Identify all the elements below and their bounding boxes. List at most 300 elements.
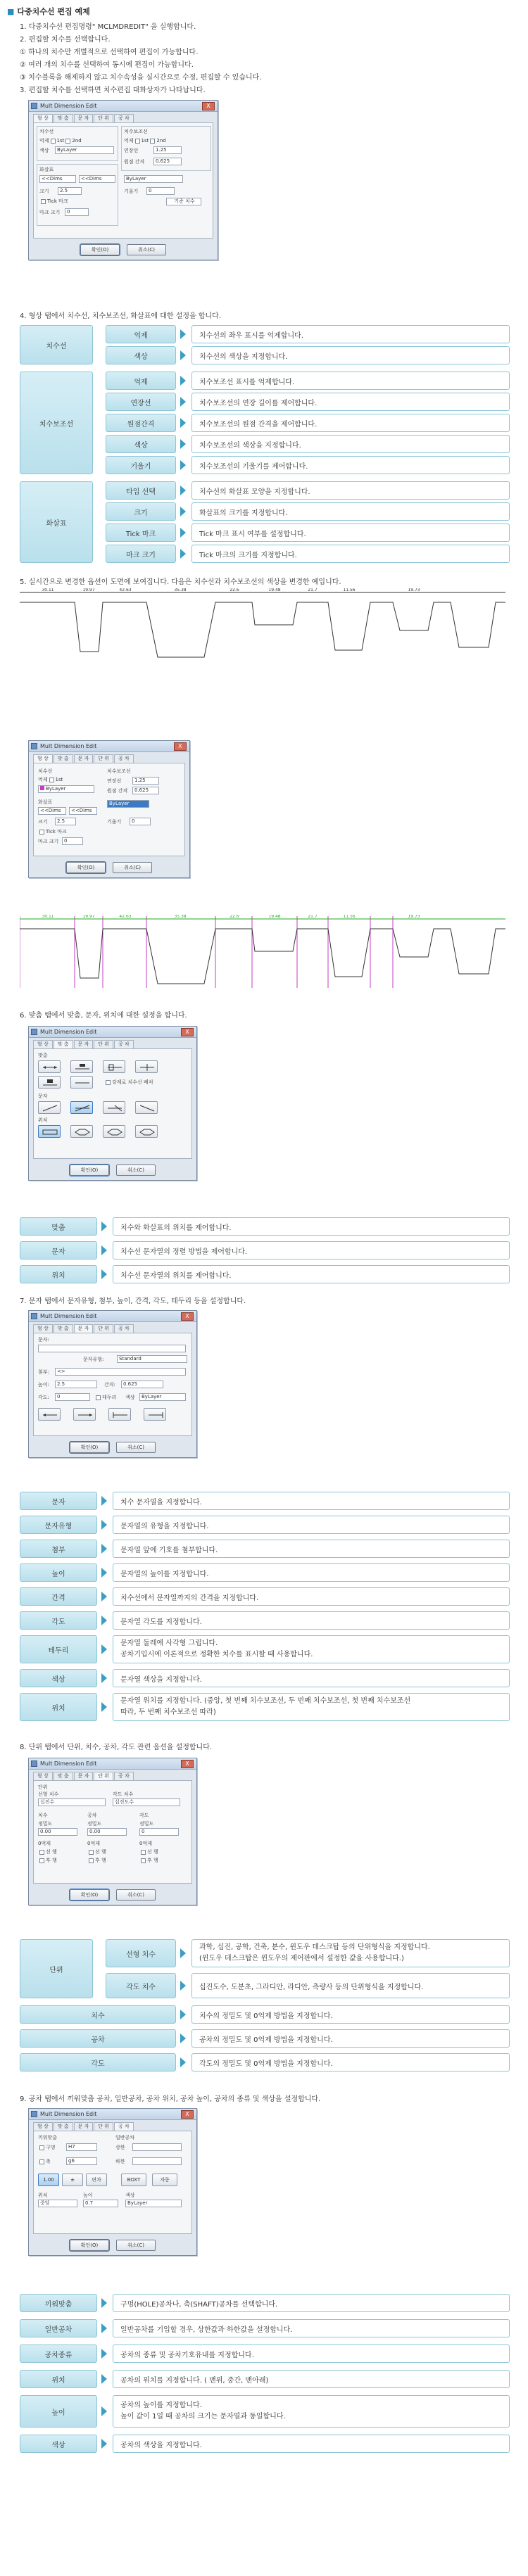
tab-shape[interactable]: 형 상 [33,1324,53,1333]
fit-option-2[interactable] [70,1060,93,1073]
tab-tolerance[interactable]: 공 차 [114,1324,134,1333]
angular-select[interactable]: 십진도수 [113,1798,180,1806]
tab-unit[interactable]: 단 위 [94,1040,113,1048]
arrow-icon [101,2298,107,2308]
tick-checkbox[interactable] [39,830,44,835]
sub-ext-offset: 원점간격 [106,414,176,432]
tab-tolerance[interactable]: 공 차 [114,2122,134,2131]
arrow-icon [180,2057,186,2067]
tick-row [39,198,68,205]
force-checkbox[interactable] [106,1080,111,1085]
close-button[interactable]: X [202,102,215,110]
arrow-label: 화살표 [38,799,53,805]
tab-unit[interactable]: 단 위 [94,1772,113,1780]
dialog-title-bar [29,1311,196,1322]
dimension-value-label: 22.6 [230,915,239,919]
hole-row [38,2144,56,2151]
ang-lead-row [139,1848,158,1855]
ok-button[interactable]: 확인(O) [70,1165,109,1176]
tol-type-3[interactable]: 편차 [86,2174,107,2186]
tol-type-2[interactable]: ± [62,2174,83,2186]
close-button[interactable]: X [174,742,187,751]
ang-lead-checkbox[interactable] [141,1850,146,1855]
desc-text-position [113,1693,510,1721]
category-dim-line: 치수선 [20,325,93,364]
first-label: 1st [56,138,65,144]
sub-ext-slope: 기울기 [106,456,176,474]
unit-label: 단위 [38,1784,48,1790]
fit-tol-label: 끼워맞춤 [38,2135,58,2140]
ok-button[interactable]: 확인(O) [80,244,120,255]
angle-input[interactable]: 0 [55,1393,90,1401]
tol-color-select[interactable]: ByLayer [125,2200,182,2207]
arrow-icon [101,2349,107,2359]
style-select[interactable]: Standard [117,1355,187,1363]
height-label: 높이: [38,1382,49,1388]
profile-shape [20,929,505,984]
desc-ext-length: 치수보조선의 연장 길이를 제어합니다. [191,393,510,411]
dim-lead-checkbox[interactable] [39,1850,44,1855]
dim-color-select[interactable] [38,785,94,793]
pos-option-3[interactable] [103,1125,125,1138]
arrow2-select[interactable]: <<Dims [79,175,115,183]
size-input[interactable]: 2.5 [55,818,76,825]
tab-text[interactable]: 문 자 [74,1324,94,1333]
category-ext-line: 치수보조선 [20,372,93,474]
gap-input[interactable]: 0.625 [121,1381,163,1388]
tab-fit[interactable]: 맞 춤 [54,1040,73,1048]
hole-select[interactable]: H7 [66,2143,97,2151]
suppress-row [39,137,82,144]
step-4-heading: 4. 형상 탭에서 치수선, 치수보조선, 화살표에 대한 설정을 합니다. [20,312,222,320]
shaft-label: 축 [46,2159,51,2164]
ok-button[interactable]: 확인(O) [70,1442,109,1453]
second-checkbox[interactable] [65,139,70,144]
angle-label: 각도: [38,1395,49,1400]
color-label: 색상 [125,1395,135,1400]
ext-len-input[interactable]: 1.25 [153,146,182,154]
gap-label: 간격: [104,1382,115,1388]
tick-size-input[interactable]: 0 [65,208,89,216]
dim-trail-checkbox[interactable] [39,1858,44,1863]
slope-label: 기울기 [107,819,122,825]
force-row [104,1079,153,1086]
dimension-value-label: 19.48 [268,915,281,919]
first-checkbox[interactable] [49,778,54,782]
dialog-title: Mult Dimension Edit [40,1760,97,1767]
prefix-label: 첨부: [38,1369,49,1375]
dimension-value-label: 19.73 [408,915,420,919]
arrow-icon [180,418,186,428]
base-dim-button[interactable]: 기준 치수 [166,198,201,205]
desc-linear-line-2: (윈도우 데스크탑은 윈도우의 제어판에서 설정한 값을 사용합니다.) [199,1955,404,1962]
lower-input[interactable] [132,2157,182,2165]
category-general-tol: 일반공차 [20,2319,97,2337]
close-button[interactable]: X [181,2110,194,2119]
frame-checkbox[interactable] [96,1395,101,1400]
pos-option-4[interactable] [135,1125,158,1138]
precision-label-3: 정밀도 [139,1821,154,1827]
ext-len-input[interactable]: 1.25 [132,777,159,785]
tol-lead-row [87,1848,106,1855]
height-input[interactable]: 2.5 [55,1381,97,1388]
lower-label: 하한 [115,2159,125,2164]
dimension-value-label: 19.48 [268,588,281,592]
dim-line-label: 치수선 [38,768,53,774]
dialog-buttons [29,2240,196,2251]
category-fit-tol: 끼워맞춤 [20,2294,97,2312]
color-label: 색상 [39,148,49,153]
dialog-buttons [29,1889,196,1901]
dimension-value-label: 21.7 [308,915,318,919]
dialog-title: Mult Dimension Edit [40,103,97,109]
ext-first-label: 1st [141,138,149,144]
dim-precision-select[interactable]: 0.00 [38,1828,77,1836]
dimension-value-label: 30.11 [42,588,54,592]
intro-line-5: ③ 치수블록을 해제하지 않고 치수속성을 실시간으로 수정, 편집할 수 있습니다. [20,74,262,82]
sub-ext-length: 연장선 [106,393,176,411]
desc-frame [113,1635,510,1663]
app-icon [31,1313,37,1319]
dimension-value-label: 11.56 [343,915,356,919]
offset-label: 원점 간격 [124,159,145,165]
tab-fit[interactable]: 맞 춤 [54,754,73,763]
desc-ext-offset: 치수보조선의 원점 간격을 제어합니다. [191,414,510,432]
tol-pos-select[interactable]: 중앙 [38,2200,77,2207]
desc-color: 문자열 색상을 지정합니다. [113,1669,510,1687]
tab-tolerance[interactable]: 공 차 [114,114,134,122]
tab-fit[interactable]: 맞 춤 [54,2122,73,2131]
app-icon [31,1029,37,1035]
ext-color-value: ByLayer [126,176,146,182]
arrow-icon [180,486,186,495]
tab-text[interactable]: 문 자 [74,1040,94,1048]
desc-frame-line-1: 문자열 둘레에 사각형 그립니다. [120,1639,218,1647]
pos-option-1[interactable] [38,1125,61,1138]
size-label: 크기 [38,819,48,825]
intro-line-2: 2. 편집할 치수를 선택합니다. [20,36,111,44]
dimension-value-label: 19.97 [82,915,95,919]
tol-type-1[interactable]: 1.00 [38,2174,59,2186]
desc-angular: 십진도수, 도분초, 그라디안, 라디안, 측량사 등의 단위형식을 지정합니다. [191,1973,510,1998]
category-frame: 테두리 [20,1635,97,1663]
tol-trail-row [87,1857,106,1864]
tol-precision-select[interactable]: 0.00 [87,1828,127,1836]
dimension-value-label: 11.56 [343,588,356,592]
tab-unit[interactable]: 단 위 [94,754,113,763]
category-tol-height: 높이 [20,2395,97,2428]
pos-label: 위치 [38,1117,48,1123]
desc-general-tol: 일반공차를 기입할 경우, 상한값과 하한값을 설정합니다. [113,2319,510,2337]
shape-panel [33,122,213,239]
arrow-icon [101,1544,107,1554]
desc-text-position-line-2: 따라, 두 번째 치수보조선 따라) [120,1708,216,1716]
step-7-heading: 7. 문자 탭에서 문자유형, 첨부, 높이, 간격, 각도, 테두리 등을 설정합니다. [20,1297,246,1305]
tick-size-label: 마크 크기 [39,210,61,215]
fit-option-1[interactable] [38,1060,61,1073]
arrow-icon [101,1644,107,1654]
step-9-heading: 9. 공차 탭에서 끼워맞춤 공차, 일반공차, 공차 위치, 공차 높이, 공차의 종류 및 색상을 설정합니다. [20,2095,321,2103]
cancel-button[interactable]: 취소(C) [113,862,152,873]
dim-color-select[interactable] [55,146,114,154]
dim-col-label: 치수 [38,1813,48,1818]
cancel-button[interactable]: 취소(C) [116,1442,156,1453]
text-pos-3[interactable] [108,1408,131,1421]
upper-input[interactable] [132,2143,182,2151]
desc-arrow-size: 화살표의 크기를 지정합니다. [191,502,510,521]
dialog-buttons [29,1165,196,1176]
category-arrow: 화살표 [20,481,93,563]
ext-line-label: 치수보조선 [124,129,148,134]
offset-label: 원점 간격 [107,788,128,794]
tab-tolerance[interactable]: 공 차 [114,1772,134,1780]
second-label: 2nd [72,138,82,144]
ext-suppress-label: 억제 [124,138,134,144]
app-icon [31,743,37,749]
dimension-value-label: 30.11 [42,915,54,919]
category-ang: 각도 [20,2053,176,2071]
prefix-input[interactable]: <> [55,1368,186,1376]
desc-prefix: 문자열 앞에 기호를 첨부합니다. [113,1540,510,1558]
dimension-drawing-after [20,915,505,992]
text-field-label: 문자: [38,1337,49,1343]
hole-label: 구멍 [46,2145,56,2150]
cancel-button[interactable]: 취소(C) [116,1889,156,1901]
tab-text[interactable]: 문 자 [74,2122,94,2131]
dim-lead-row [38,1848,57,1855]
shaft-row [38,2158,51,2165]
ext-color-value: ByLayer [109,801,130,806]
close-button[interactable]: X [181,1760,194,1768]
arrow-icon [180,2033,186,2043]
tab-shape[interactable]: 형 상 [33,114,53,122]
dimension-value-label: 35.38 [174,915,187,919]
desc-ext-suppress: 치수보조선 표시를 억제합니다. [191,372,510,390]
shape-dialog [28,100,218,260]
arrow-icon [101,2406,107,2416]
offset-input[interactable]: 0.625 [132,787,159,794]
text-pos-1[interactable] [38,1408,61,1421]
tab-fit[interactable]: 맞 춤 [54,1772,73,1780]
dialog-title: Mult Dimension Edit [40,1313,97,1319]
step-8-heading: 8. 단위 탭에서 단위, 치수, 공차, 각도 관련 옵션을 설정합니다. [20,1744,213,1751]
arrow-icon [180,2010,186,2019]
trail-label: 후 행 [46,1858,57,1863]
dialog-buttons [29,244,218,255]
tab-shape[interactable]: 형 상 [33,1040,53,1048]
tick-checkbox[interactable] [41,199,46,204]
desc-arrow-type: 치수선의 화살표 모양을 지정합니다. [191,481,510,500]
bullet-icon: ■ [7,7,15,16]
tab-unit[interactable]: 단 위 [94,2122,113,2131]
zero-label-3: 0억제 [139,1841,152,1846]
fit-option-3[interactable] [103,1060,125,1073]
ext-second-label: 2nd [156,138,166,144]
fit-panel [33,1048,192,1159]
precision-label-1: 정밀도 [38,1821,53,1827]
category-unit: 단위 [20,1939,93,1998]
arrow-icon [101,1222,107,1231]
tab-unit[interactable]: 단 위 [94,114,113,122]
tolerance-panel [33,2131,192,2234]
category-tol-color: 색상 [20,2435,97,2453]
arrow-label: 화살표 [39,167,54,172]
text-field[interactable] [38,1345,186,1352]
fit-label: 맞춤 [38,1053,48,1058]
arrow-icon [101,1568,107,1578]
fit-option-6[interactable] [70,1076,93,1089]
linear-select[interactable]: 십진수 [38,1798,106,1806]
size-input[interactable]: 2.5 [58,187,82,195]
dialog-tabs [33,2122,134,2131]
text-option-3[interactable] [103,1101,125,1114]
ext-color-select[interactable] [124,175,183,183]
arrow-icon [180,549,186,559]
arrow-icon [101,1245,107,1255]
desc-fit: 치수와 화살표의 위치를 제어합니다. [113,1217,510,1236]
desc-tol-position: 공차의 위치를 지정합니다. ( 맨위, 중간, 맨아래) [113,2370,510,2388]
desc-tol-height-line-1: 공차의 높이를 지정합니다. [120,2401,202,2409]
zero-label-1: 0억제 [38,1841,51,1846]
tol-type-5[interactable]: 자동 [152,2174,177,2186]
dialog-tabs [33,1324,134,1333]
dim-trail-row [38,1857,57,1864]
tick-size-label: 마크 크기 [38,839,59,844]
step-6-heading: 6. 맞춤 탭에서 맞춤, 문자, 위치에 대한 설정을 합니다. [20,1012,187,1020]
ang-precision-select[interactable]: 0 [139,1828,179,1836]
tab-fit[interactable]: 맞 춤 [54,1324,73,1333]
cancel-button[interactable]: 취소(C) [127,244,166,255]
tol-lead-checkbox[interactable] [89,1850,94,1855]
text-pos-4[interactable] [144,1408,166,1421]
tab-tolerance[interactable]: 공 차 [114,754,134,763]
ok-button[interactable]: 확인(O) [70,1889,109,1901]
tick-size-input[interactable]: 0 [62,837,83,845]
desc-frame-line-2: 공차기입시에 이론적으로 정확한 치수를 표시할 때 사용합니다. [120,1651,313,1658]
arrow-icon [101,1520,107,1530]
tol-type-4[interactable]: BOXT [121,2174,146,2186]
ok-button[interactable]: 확인(O) [70,2240,109,2251]
tol-col-label: 공차 [87,1813,97,1818]
fit-option-5[interactable] [38,1076,61,1089]
tab-shape[interactable]: 형 상 [33,2122,53,2131]
dimension-value-label: 19.97 [82,588,95,592]
fit-dialog [28,1026,197,1181]
sub-arrow-type: 타입 선택 [106,481,176,500]
first-checkbox[interactable] [51,139,56,144]
slope-label: 기울기 [124,189,139,194]
extension-lines [20,916,393,988]
lead-label: 선 행 [46,1849,57,1855]
desc-ext-slope: 치수보조선의 기울기를 제어합니다. [191,456,510,474]
slope-input[interactable]: 0 [130,818,151,825]
offset-input[interactable]: 0.625 [153,158,182,165]
dialog-title-bar [29,1027,196,1038]
text-option-1[interactable] [38,1101,61,1114]
arrow1-select[interactable]: <<Dims [38,807,66,815]
frame-label: 테두리 [102,1395,117,1400]
dialog-title-bar [29,1758,196,1770]
tab-tolerance[interactable]: 공 차 [114,1040,134,1048]
shaft-select[interactable]: g6 [66,2157,97,2165]
tab-text[interactable]: 문 자 [74,114,94,122]
color-select[interactable]: ByLayer [139,1393,186,1401]
intro-line-6: 3. 편집할 치수를 선택하면 치수편집 대화상자가 나타납니다. [20,87,206,94]
ang-trail-checkbox[interactable] [141,1858,146,1863]
tab-text[interactable]: 문 자 [74,754,94,763]
desc-linear [191,1939,510,1967]
sub-arrow-size: 크기 [106,502,176,521]
hole-checkbox[interactable] [39,2145,44,2150]
suppress-row [38,776,63,783]
arrow-icon [101,1616,107,1625]
arrow-group [37,164,118,226]
ext-second-checkbox[interactable] [150,139,155,144]
slope-input[interactable]: 0 [146,187,175,195]
cancel-button[interactable]: 취소(C) [116,1165,156,1176]
pos-option-2[interactable] [70,1125,93,1138]
tol-trail-checkbox[interactable] [89,1858,94,1863]
shaft-checkbox[interactable] [39,2159,44,2164]
tab-fit[interactable]: 맞 춤 [54,114,73,122]
category-text-string: 문자 [20,1492,97,1510]
dialog-title-bar [29,2109,196,2120]
arrow-icon [180,376,186,386]
tol-height-input[interactable]: 0.7 [83,2200,118,2207]
desc-tol-color: 공차의 색상을 지정합니다. [113,2435,510,2453]
category-prefix: 첨부 [20,1540,97,1558]
tab-shape[interactable]: 형 상 [33,754,53,763]
cancel-button[interactable]: 취소(C) [116,2240,156,2251]
desc-dim-suppress: 치수선의 좌우 표시를 억제합니다. [191,325,510,343]
category-height: 높이 [20,1563,97,1582]
tol-color-label: 색상 [125,2193,135,2198]
first-label: 1st [55,777,63,782]
close-button[interactable]: X [181,1028,194,1036]
ok-button[interactable]: 확인(O) [66,862,106,873]
tab-shape[interactable]: 형 상 [33,1772,53,1780]
dialog-title-bar [29,101,218,112]
dialog-tabs [33,754,134,763]
ext-color-dropdown-open[interactable] [107,800,149,808]
text-label: 문자 [38,1093,48,1099]
dialog-buttons [29,1442,196,1453]
arrow-icon [180,397,186,407]
arrow-icon [180,1948,186,1958]
close-button[interactable]: X [181,1312,194,1321]
desc-position: 치수선 문자열의 위치를 제어합니다. [113,1265,510,1283]
tab-unit[interactable]: 단 위 [94,1324,113,1333]
arrow2-select[interactable]: <<Dims [69,807,97,815]
text-pos-2[interactable] [73,1408,96,1421]
fit-option-4[interactable] [135,1060,158,1073]
arrow-icon [101,1702,107,1712]
arrow-icon [101,1673,107,1683]
dimension-value-label: 21.7 [308,588,318,592]
suppress-label: 억제 [38,777,48,782]
text-option-4[interactable] [135,1101,158,1114]
arrow-icon [101,1269,107,1279]
app-icon [31,1760,37,1767]
desc-dim: 치수의 정밀도 및 0억제 방법을 지정합니다. [191,2005,510,2024]
ext-first-checkbox[interactable] [135,139,140,144]
upper-label: 상한 [115,2145,125,2150]
sub-angular: 각도 치수 [106,1973,176,1998]
arrow1-select[interactable]: <<Dims [39,175,76,183]
text-option-2[interactable] [70,1101,93,1114]
tab-text[interactable]: 문 자 [74,1772,94,1780]
arrow-icon [180,460,186,470]
